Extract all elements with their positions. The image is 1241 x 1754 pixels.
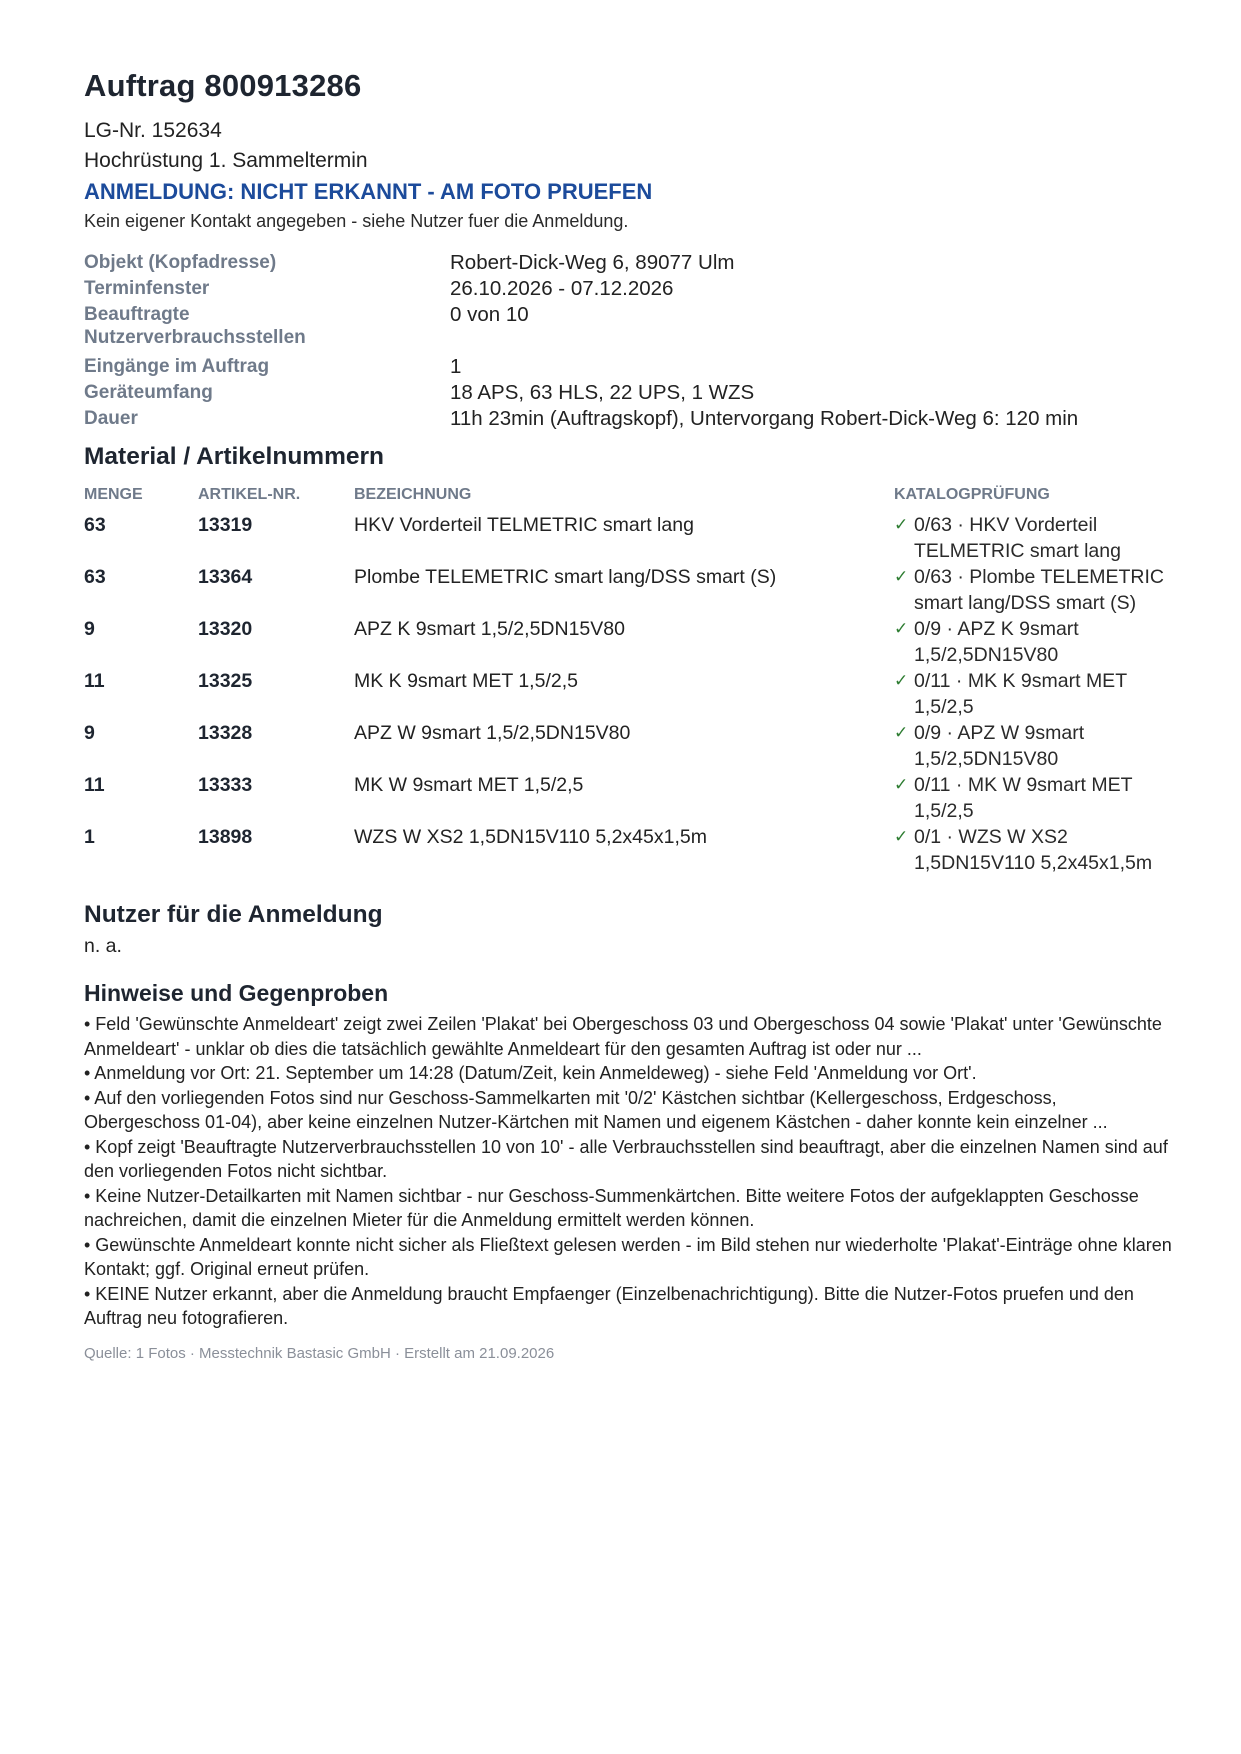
detail-label: Beauftragte Nutzerverbrauchsstellen — [84, 304, 306, 348]
lg-number: LG-Nr. 152634 — [84, 119, 222, 142]
hints-heading: Hinweise und Gegenproben — [84, 980, 389, 1006]
cell-katalog — [894, 668, 1174, 720]
detail-row — [84, 300, 1174, 352]
column-header-menge: MENGE — [84, 486, 143, 503]
detail-label: Terminfenster — [84, 278, 210, 299]
detail-label: Dauer — [84, 408, 138, 429]
katalog-text: 0/1 · WZS W XS2 1,5DN15V110 5,2x45x1,5m — [914, 826, 1153, 874]
detail-row — [84, 248, 1174, 274]
check-icon: ✓ — [894, 619, 909, 638]
cell-menge: 9 — [84, 722, 95, 744]
detail-value: Robert-Dick-Weg 6, 89077 Ulm — [450, 251, 735, 274]
detail-row — [84, 352, 1174, 378]
cell-bezeichnung: WZS W XS2 1,5DN15V110 5,2x45x1,5m — [354, 826, 707, 848]
cell-bezeichnung: MK K 9smart MET 1,5/2,5 — [354, 670, 578, 692]
check-icon: ✓ — [894, 515, 909, 534]
column-header-bezeichnung: BEZEICHNUNG — [354, 486, 472, 503]
detail-label: Objekt (Kopfadresse) — [84, 252, 277, 273]
table-header-row — [84, 484, 1174, 512]
detail-row — [84, 378, 1174, 404]
hint-item: • Keine Nutzer-Detailkarten mit Namen sichtbar - nur Geschoss-Summenkärtchen. Bitte weitere Fotos der aufgeklappten Geschosse nachreichen, damit die einzelnen Mieter für die Anmeldung ermittelt werden können. — [84, 1185, 1139, 1230]
cell-artikel: 13325 — [198, 670, 253, 692]
cell-artikel: 13328 — [198, 722, 253, 744]
cell-bezeichnung: HKV Vorderteil TELMETRIC smart lang — [354, 514, 694, 536]
table-row — [84, 668, 1174, 720]
material-table — [84, 484, 1174, 876]
registration-alert: ANMELDUNG: NICHT ERKANNT - AM FOTO PRUEFEN — [84, 179, 653, 204]
katalog-text: 0/11 · MK K 9smart MET 1,5/2,5 — [914, 670, 1127, 718]
cell-menge: 11 — [84, 774, 105, 796]
cell-artikel: 13364 — [198, 566, 253, 588]
cell-katalog — [894, 720, 1174, 772]
cell-bezeichnung: APZ W 9smart 1,5/2,5DN15V80 — [354, 722, 631, 744]
check-icon: ✓ — [894, 723, 909, 742]
cell-menge: 63 — [84, 514, 106, 536]
katalog-text: 0/9 · APZ W 9smart 1,5/2,5DN15V80 — [914, 722, 1085, 770]
hint-item: • Anmeldung vor Ort: 21. September um 14:28 (Datum/Zeit, kein Anmeldeweg) - siehe Feld 'Anmeldung vor Ort'. — [84, 1063, 977, 1083]
cell-bezeichnung: Plombe TELEMETRIC smart lang/DSS smart (S) — [354, 566, 777, 588]
cell-artikel: 13898 — [198, 826, 253, 848]
document-footer: Quelle: 1 Fotos · Messtechnik Bastasic GmbH · Erstellt am 21.09.2026 — [84, 1344, 555, 1362]
check-icon: ✓ — [894, 671, 909, 690]
order-subtitle: Hochrüstung 1. Sammeltermin — [84, 149, 368, 172]
cell-katalog — [894, 824, 1174, 876]
users-value: n. a. — [84, 935, 122, 957]
katalog-text: 0/63 · HKV Vorderteil TELMETRIC smart lang — [914, 514, 1121, 562]
katalog-text: 0/11 · MK W 9smart MET 1,5/2,5 — [914, 774, 1133, 822]
detail-value: 18 APS, 63 HLS, 22 UPS, 1 WZS — [450, 381, 755, 404]
hint-item: • Feld 'Gewünschte Anmeldeart' zeigt zwei Zeilen 'Plakat' bei Obergeschoss 03 und Obergeschoss 04 sowie 'Plakat' unter 'Gewünschte Anmeldeart' - unklar ob dies die tatsächlich gewählte Anmeldeart für den gesamten Auftrag ist oder nur ... — [84, 1014, 1162, 1059]
cell-katalog — [894, 616, 1174, 668]
cell-katalog — [894, 512, 1174, 564]
cell-menge: 1 — [84, 826, 95, 848]
detail-value: 11h 23min (Auftragskopf), Untervorgang Robert-Dick-Weg 6: 120 min — [450, 407, 1079, 430]
hints-list — [84, 1012, 1174, 1331]
detail-value: 1 — [450, 355, 462, 378]
detail-label: Geräteumfang — [84, 382, 213, 403]
cell-katalog — [894, 564, 1174, 616]
material-heading: Material / Artikelnummern — [84, 443, 384, 470]
cell-bezeichnung: MK W 9smart MET 1,5/2,5 — [354, 774, 584, 796]
cell-menge: 63 — [84, 566, 106, 588]
page-title: Auftrag 800913286 — [84, 68, 362, 103]
column-header-artikel: ARTIKEL-NR. — [198, 486, 301, 503]
hint-item: • KEINE Nutzer erkannt, aber die Anmeldung braucht Empfaenger (Einzelbenachrichtigung). Bitte die Nutzer-Fotos pruefen und den Auftrag neu fotografieren. — [84, 1283, 1134, 1328]
detail-label: Eingänge im Auftrag — [84, 356, 270, 377]
details-list — [84, 248, 1174, 430]
table-row — [84, 616, 1174, 668]
hint-item: • Gewünschte Anmeldeart konnte nicht sicher als Fließtext gelesen werden - im Bild stehen nur wiederholte 'Plakat'-Einträge ohne klaren Kontakt; ggf. Original erneut prüfen. — [84, 1234, 1172, 1279]
katalog-text: 0/9 · APZ K 9smart 1,5/2,5DN15V80 — [914, 618, 1079, 666]
detail-value: 26.10.2026 - 07.12.2026 — [450, 277, 674, 300]
katalog-text: 0/63 · Plombe TELEMETRIC smart lang/DSS smart (S) — [914, 566, 1164, 614]
detail-value: 0 von 10 — [450, 303, 529, 326]
cell-menge: 9 — [84, 618, 95, 640]
check-icon: ✓ — [894, 775, 909, 794]
table-row — [84, 564, 1174, 616]
cell-artikel: 13320 — [198, 618, 253, 640]
cell-katalog — [894, 772, 1174, 824]
document-content — [84, 64, 1174, 1365]
table-row — [84, 824, 1174, 876]
hint-item: • Kopf zeigt 'Beauftragte Nutzerverbrauchsstellen 10 von 10' - alle Verbrauchsstellen sind beauftragt, aber die einzelnen Namen sind auf den vorliegenden Fotos nicht sichtbar. — [84, 1136, 1168, 1181]
check-icon: ✓ — [894, 827, 909, 846]
users-heading: Nutzer für die Anmeldung — [84, 901, 383, 928]
hint-item: • Auf den vorliegenden Fotos sind nur Geschoss-Sammelkarten mit '0/2' Kästchen sichtbar (Kellergeschoss, Erdgeschoss, Obergeschoss 01-04), aber keine einzelnen Nutzer-Kärtchen mit Namen und eigenem Kästchen - daher konnte kein einzelner ... — [84, 1087, 1108, 1132]
detail-row — [84, 274, 1174, 300]
cell-artikel: 13333 — [198, 774, 253, 796]
table-row — [84, 512, 1174, 564]
check-icon: ✓ — [894, 567, 909, 586]
table-row — [84, 720, 1174, 772]
contact-note: Kein eigener Kontakt angegeben - siehe Nutzer fuer die Anmeldung. — [84, 211, 629, 231]
cell-artikel: 13319 — [198, 514, 253, 536]
table-row — [84, 772, 1174, 824]
cell-bezeichnung: APZ K 9smart 1,5/2,5DN15V80 — [354, 618, 625, 640]
cell-menge: 11 — [84, 670, 105, 692]
detail-row — [84, 404, 1174, 430]
column-header-katalog: KATALOGPRÜFUNG — [894, 486, 1050, 503]
